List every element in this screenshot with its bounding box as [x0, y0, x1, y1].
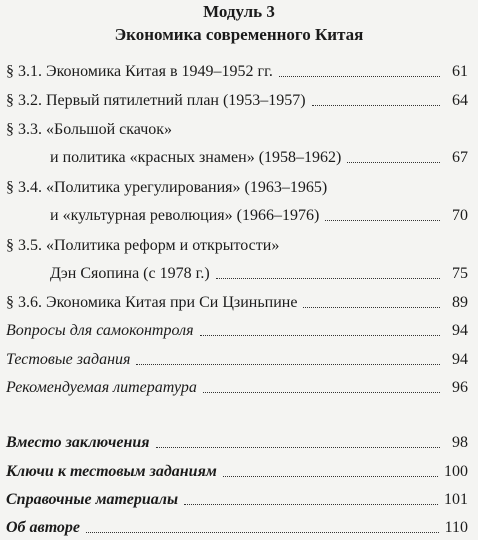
toc-entry-label: § 3.6. Экономика Китая при Си Цзиньпине — [6, 294, 298, 311]
toc-page-number: 94 — [452, 322, 468, 339]
toc-entry-3-4-continuation[interactable] — [50, 206, 468, 226]
dot-leader — [303, 307, 440, 308]
toc-entry-3-5-continuation[interactable] — [50, 264, 468, 284]
toc-entry-3-1[interactable] — [6, 62, 468, 82]
toc-entry-label: Вместо заключения — [6, 434, 150, 451]
toc-entry-label: Рекомендуемая литература — [6, 379, 197, 396]
toc-entry-3-3-continuation[interactable] — [50, 148, 468, 168]
toc-entry-label: Вопросы для самоконтроля — [6, 322, 194, 339]
toc-entry-conclusion[interactable] — [6, 433, 468, 453]
toc-page-number: 61 — [452, 63, 468, 80]
toc-page-number: 100 — [444, 463, 468, 480]
toc-entry-label: § 3.1. Экономика Китая в 1949–1952 гг. — [6, 63, 273, 80]
toc-entry-reference[interactable] — [6, 490, 468, 510]
toc-page-number: 89 — [452, 294, 468, 311]
dot-leader — [312, 105, 440, 106]
toc-entry-3-4[interactable] — [6, 178, 468, 198]
toc-entry-3-6[interactable] — [6, 293, 468, 313]
toc-entry-tests[interactable] — [6, 350, 468, 370]
toc-entry-label: § 3.4. «Политика урегулирования» (1963–1965) — [6, 179, 328, 196]
toc-entry-test-keys[interactable] — [6, 462, 468, 482]
toc-entry-label: Тестовые задания — [6, 351, 131, 368]
toc-page-number: 75 — [452, 265, 468, 282]
toc-entry-label: § 3.2. Первый пятилетний план (1953–1957) — [6, 92, 306, 109]
toc-page-number: 101 — [444, 491, 468, 508]
dot-leader — [347, 162, 440, 163]
toc-entry-label: и «культурная революция» (1966–1976) — [50, 207, 320, 224]
toc-entry-author[interactable] — [6, 518, 468, 538]
toc-page-number: 64 — [452, 92, 468, 109]
dot-leader — [203, 392, 440, 393]
toc-page-number: 96 — [452, 379, 468, 396]
toc-entry-3-5[interactable] — [6, 236, 468, 256]
toc-entry-questions[interactable] — [6, 321, 468, 341]
dot-leader — [184, 504, 438, 505]
toc-entry-label: и политика «красных знамен» (1958–1962) — [50, 149, 342, 166]
dot-leader — [223, 476, 438, 477]
toc-entry-label: Об авторе — [6, 519, 81, 536]
dot-leader — [216, 278, 440, 279]
toc-page-number: 67 — [452, 149, 468, 166]
toc-page-number: 94 — [452, 351, 468, 368]
toc-entry-label: § 3.3. «Большой скачок» — [6, 121, 173, 138]
toc-entry-3-3[interactable] — [6, 120, 468, 140]
dot-leader — [279, 76, 440, 77]
module-number: Модуль 3 — [203, 2, 275, 21]
toc-entry-label: § 3.5. «Политика реформ и открытости» — [6, 237, 280, 254]
module-title: Экономика современного Китая — [114, 25, 364, 44]
dot-leader — [136, 364, 440, 365]
toc-entry-label: Ключи к тестовым заданиям — [6, 463, 217, 480]
toc-entry-literature[interactable] — [6, 378, 468, 398]
toc-page-number: 98 — [452, 434, 468, 451]
toc-entry-label: Справочные материалы — [6, 491, 179, 508]
dot-leader — [325, 220, 440, 221]
dot-leader — [86, 532, 439, 533]
toc-page-number: 70 — [452, 207, 468, 224]
dot-leader — [200, 335, 441, 336]
dot-leader — [156, 447, 440, 448]
toc-page-number: 110 — [444, 519, 468, 536]
toc-entry-label: Дэн Сяопина (с 1978 г.) — [50, 265, 210, 282]
toc-entry-3-2[interactable] — [6, 91, 468, 111]
